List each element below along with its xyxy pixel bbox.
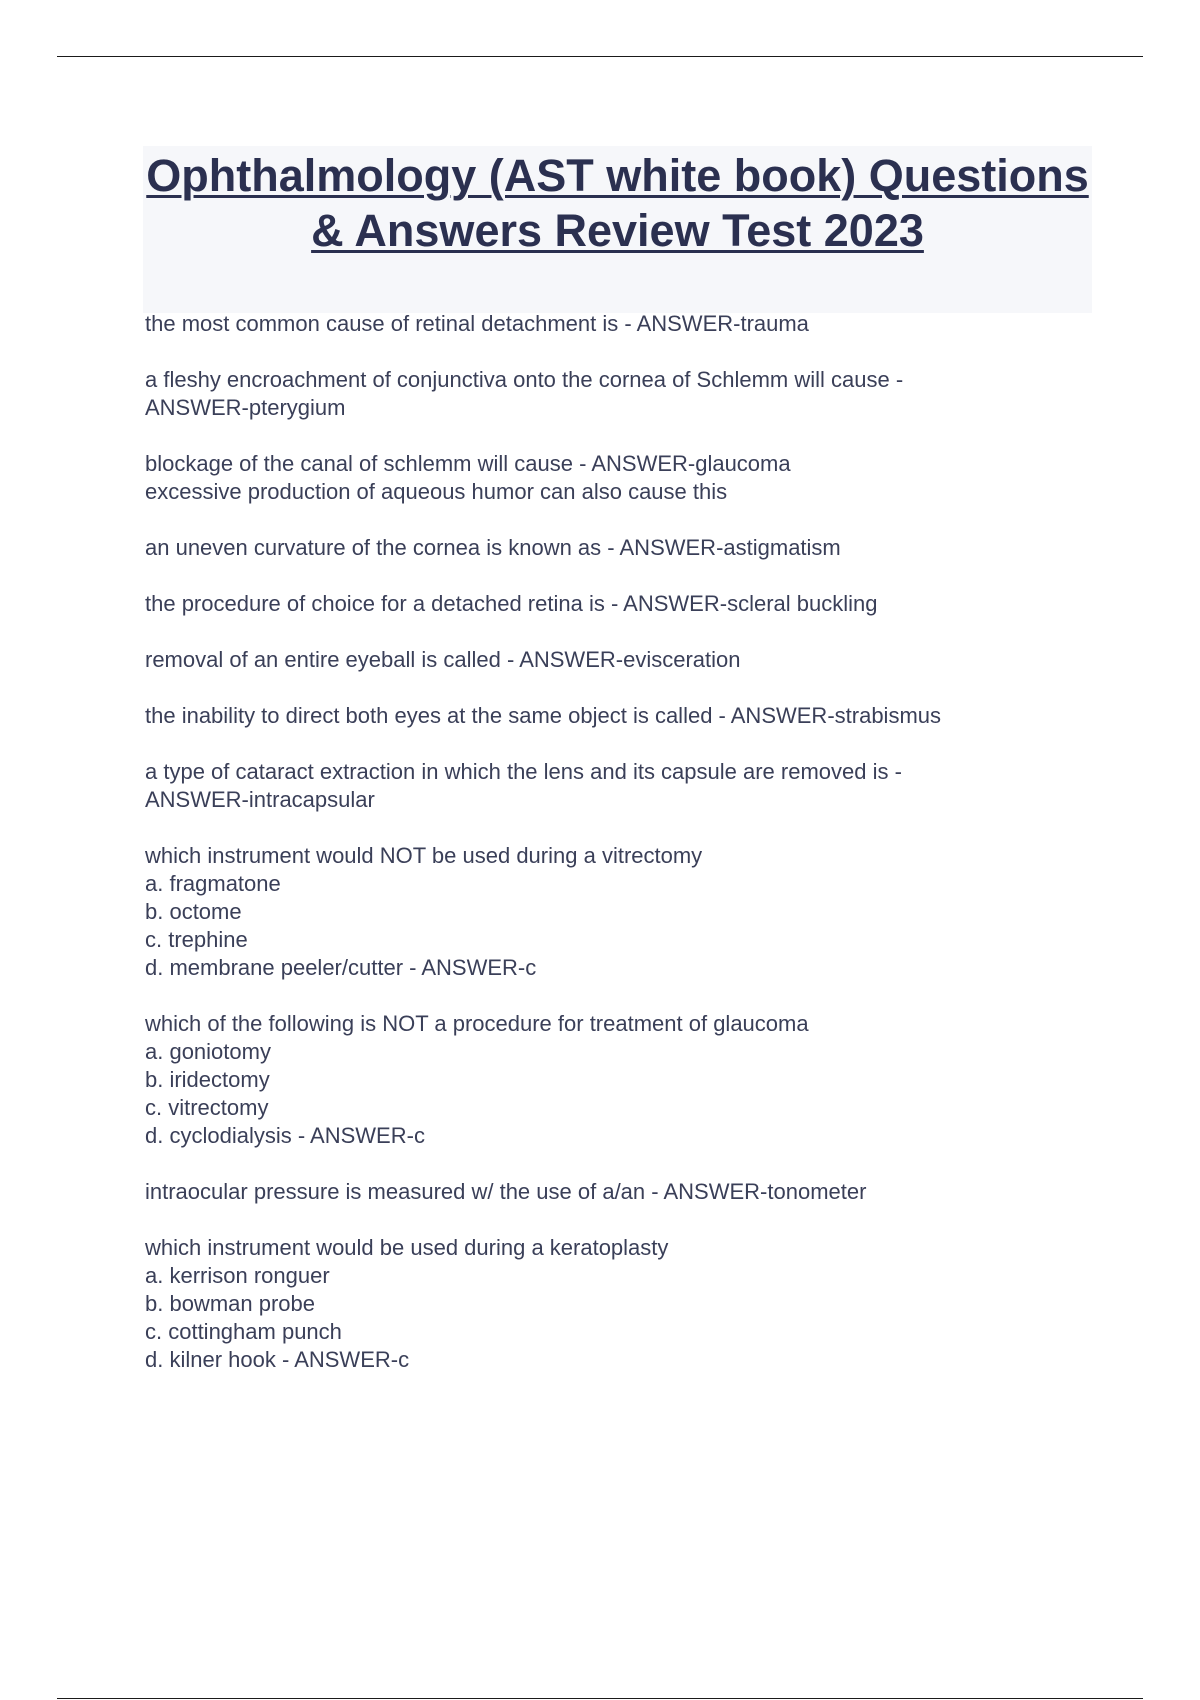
qa-item-2: a fleshy encroachment of conjunctiva onto the cornea of Schlemm will cause - ANSWER-pterygium [145, 367, 904, 420]
qa-item-3: blockage of the canal of schlemm will cause - ANSWER-glaucoma excessive production of aqueous humor can also cause this [145, 451, 791, 504]
qa-item-8: a type of cataract extraction in which the lens and its capsule are removed is - ANSWER-intracapsular [145, 759, 902, 812]
qa-item-9: which instrument would NOT be used during a vitrectomy a. fragmatone b. octome c. trephine d. membrane peeler/cutter - ANSWER-c [145, 843, 703, 980]
header-rule [57, 56, 1143, 57]
qa-item-6: removal of an entire eyeball is called - ANSWER-evisceration [145, 647, 741, 672]
qa-list [145, 310, 1105, 1402]
qa-item-5: the procedure of choice for a detached retina is - ANSWER-scleral buckling [145, 591, 878, 616]
qa-item-1: the most common cause of retinal detachment is - ANSWER-trauma [145, 311, 809, 336]
qa-item-12: which instrument would be used during a keratoplasty a. kerrison ronguer b. bowman probe c. cottingham punch d. kilner hook - ANSWER-c [145, 1235, 669, 1372]
qa-item-10: which of the following is NOT a procedure for treatment of glaucoma a. goniotomy b. iridectomy c. vitrectomy d. cyclodialysis - ANSWER-c [145, 1011, 809, 1148]
document-title: Ophthalmology (AST white book) Questions & Answers Review Test 2023 [146, 150, 1089, 256]
title-block [143, 146, 1092, 313]
qa-item-7: the inability to direct both eyes at the same object is called - ANSWER-strabismus [145, 703, 942, 728]
qa-item-11: intraocular pressure is measured w/ the use of a/an - ANSWER-tonometer [145, 1179, 867, 1204]
qa-item-4: an uneven curvature of the cornea is known as - ANSWER-astigmatism [145, 535, 841, 560]
footer-rule [57, 1698, 1143, 1699]
